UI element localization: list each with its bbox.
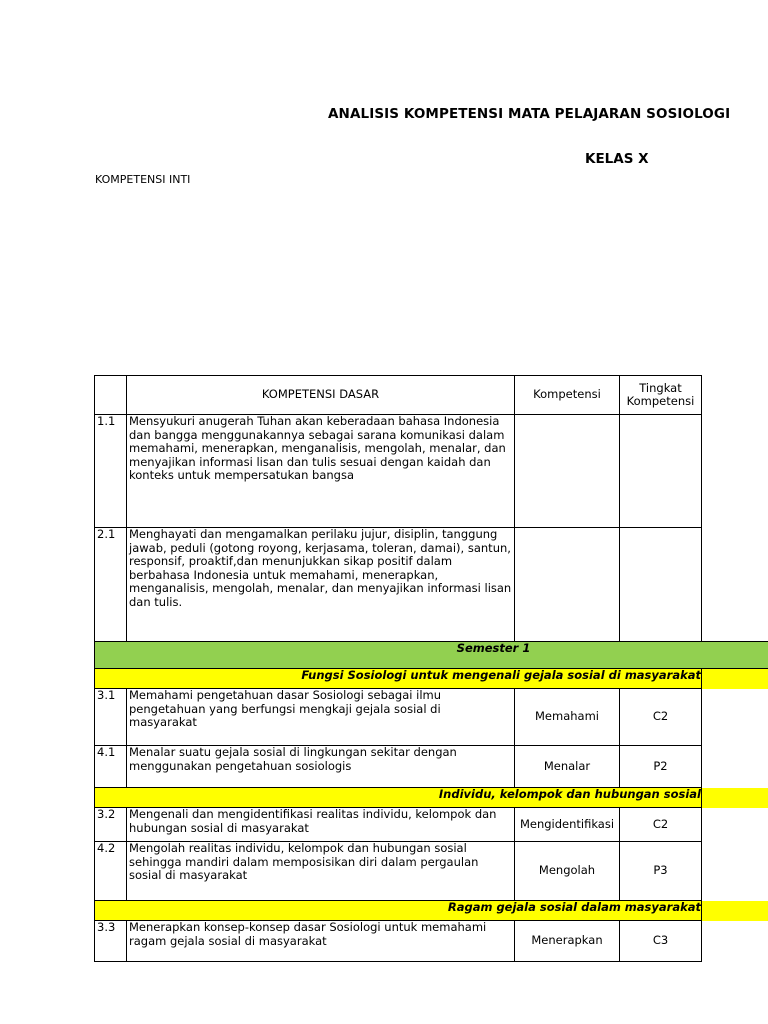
kd-tingkat: C2	[620, 808, 702, 842]
kd-tingkat	[620, 528, 702, 642]
kd-number: 3.1	[95, 689, 127, 746]
section-extra	[702, 669, 768, 689]
kd-kompetensi: Menerapkan	[515, 921, 620, 962]
table-row	[95, 528, 768, 642]
table-row	[95, 415, 768, 528]
kd-text: Memahami pengetahuan dasar Sosiologi sebagai ilmu pengetahuan yang berfungsi mengkaji gejala sosial di masyarakat	[127, 689, 515, 746]
kd-kompetensi: Mengidentifikasi	[515, 808, 620, 842]
table-header-row	[95, 376, 768, 415]
header-kd: KOMPETENSI DASAR	[127, 376, 515, 415]
kd-number: 4.2	[95, 842, 127, 901]
header-extra	[702, 376, 768, 415]
kd-extra	[702, 808, 768, 842]
kd-text: Mengenali dan mengidentifikasi realitas individu, kelompok dan hubungan sosial di masyarakat	[127, 808, 515, 842]
section-row	[95, 669, 768, 689]
section-extra	[702, 901, 768, 921]
kd-extra	[702, 528, 768, 642]
table-row	[95, 808, 768, 842]
kd-text: Menerapkan konsep-konsep dasar Sosiologi untuk memahami ragam gejala sosial di masyarakat	[127, 921, 515, 962]
section-row	[95, 788, 768, 808]
kd-extra	[702, 689, 768, 746]
table-row	[95, 842, 768, 901]
header-num	[95, 376, 127, 415]
section-extra	[702, 788, 768, 808]
kd-kompetensi: Mengolah	[515, 842, 620, 901]
kd-number: 2.1	[95, 528, 127, 642]
section-title: Fungsi Sosiologi untuk mengenali gejala sosial di masyarakat	[95, 669, 702, 689]
kd-extra	[702, 746, 768, 788]
section-title: Individu, kelompok dan hubungan sosial	[95, 788, 702, 808]
kd-text: Menghayati dan mengamalkan perilaku jujur, disiplin, tanggung jawab, peduli (gotong royong, kerjasama, toleran, damai), santun, responsif, proaktif,dan menunjukkan sikap positif dalam berbahasa Indonesia untuk memahami, menerapkan, menganalisis, mengolah, menalar, dan menyajikan informasi lisan dan tulis.	[127, 528, 515, 642]
page-title: ANALISIS KOMPETENSI MATA PELAJARAN SOSIOLOGI	[328, 106, 731, 122]
kd-tingkat	[620, 415, 702, 528]
kd-kompetensi: Menalar	[515, 746, 620, 788]
kd-number: 1.1	[95, 415, 127, 528]
kd-tingkat: P3	[620, 842, 702, 901]
kd-number: 3.2	[95, 808, 127, 842]
kd-text: Menalar suatu gejala sosial di lingkungan sekitar dengan menggunakan pengetahuan sosiologis	[127, 746, 515, 788]
kd-text: Mensyukuri anugerah Tuhan akan keberadaan bahasa Indonesia dan bangga menggunakannya sebagai sarana komunikasi dalam memahami, menerapkan, menganalisis, mengolah, menalar, dan menyajikan informasi lisan dan tulis sesuai dengan kaidah dan konteks untuk mempersatukan bangsa	[127, 415, 515, 528]
semester-label: Semester 1	[95, 642, 768, 669]
kd-extra	[702, 921, 768, 962]
ki-heading: KOMPETENSI INTI	[95, 173, 191, 186]
kd-number: 3.3	[95, 921, 127, 962]
kd-tingkat: P2	[620, 746, 702, 788]
kd-extra	[702, 842, 768, 901]
kd-text: Mengolah realitas individu, kelompok dan hubungan sosial sehingga mandiri dalam memposisikan diri dalam pergaulan sosial di masyarakat	[127, 842, 515, 901]
semester-row	[95, 642, 768, 669]
kd-number: 4.1	[95, 746, 127, 788]
kd-kompetensi	[515, 415, 620, 528]
kd-kompetensi	[515, 528, 620, 642]
kelas-label: KELAS X	[585, 151, 649, 167]
header-tingkat: Tingkat Kompetensi	[620, 376, 702, 415]
kd-tingkat: C2	[620, 689, 702, 746]
table-row	[95, 689, 768, 746]
section-row	[95, 901, 768, 921]
kd-extra	[702, 415, 768, 528]
kd-tingkat: C3	[620, 921, 702, 962]
section-title: Ragam gejala sosial dalam masyarakat	[95, 901, 702, 921]
table-row	[95, 746, 768, 788]
kompetensi-table	[94, 375, 768, 962]
table-row	[95, 921, 768, 962]
kd-kompetensi: Memahami	[515, 689, 620, 746]
header-kompetensi: Kompetensi	[515, 376, 620, 415]
